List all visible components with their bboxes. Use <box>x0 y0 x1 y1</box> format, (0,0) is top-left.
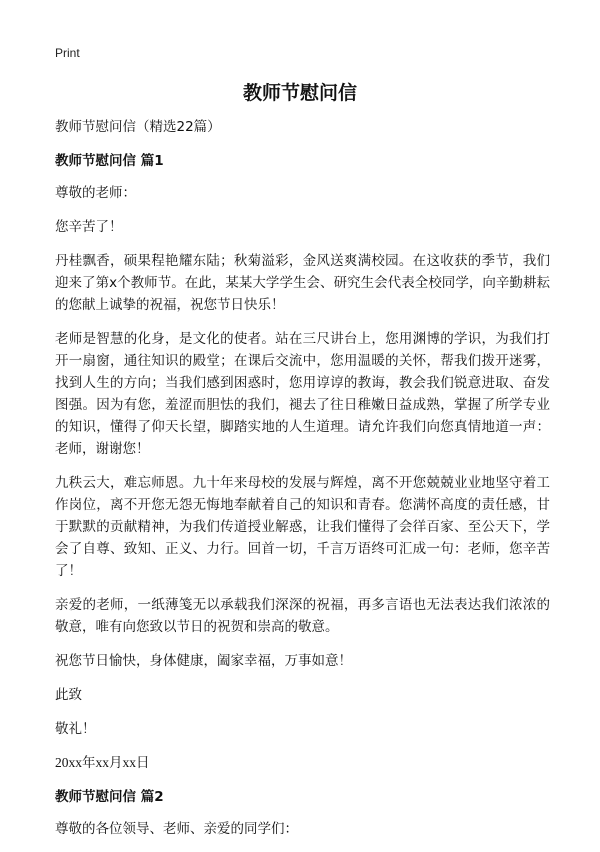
letter-paragraph: 老师是智慧的化身，是文化的使者。站在三尺讲台上，您用渊博的学识，为我们打开一扇窗，通往知识的殿堂；在课后交流中，您用温暖的关怀，帮我们拨开迷雾，找到人生的方向；当我们感到困惑时，您用谆谆的教诲，教会我们锐意进取、奋发图强。因为有您，羞涩而胆怯的我们，褪去了往日稚嫩日益成熟，掌握了所学专业的知识，懂得了仰天长望，脚踏实地的人生道理。请允许我们向您真情地道一声：老师，谢谢您！ <box>55 331 550 457</box>
document-title: 教师节慰问信 <box>242 82 357 104</box>
letter-paragraph: 九秩云大，难忘师恩。九十年来母校的发展与辉煌，离不开您兢兢业业地坚守着工作岗位，离不开您无怨无悔地奉献着自己的知识和青春。您满怀高度的责任感，甘于默默的贡献精神，为我们传道授业解惑，让我们懂得了会徉百家、至公天下，学会了自尊、致知、正义、力行。回首一切，千言万语终可汇成一句：老师，您辛苦了！ <box>55 475 550 579</box>
letter-closing: 此致 <box>55 687 82 703</box>
letter-salutation: 敬礼！ <box>55 721 96 737</box>
letter-date: 20xx年xx月xx日 <box>55 755 150 770</box>
letter-greeting: 尊敬的老师： <box>55 185 136 201</box>
letter-paragraph: 丹桂飘香，硕果程艳耀东陆；秋菊溢彩，金风送爽满校园。在这收获的季节，我们迎来了第x个教师节。在此，某某大学学生会、研究生会代表全校同学，向辛勤耕耘的您献上诚挚的祝福，祝您节日快乐！ <box>55 253 550 313</box>
letter-paragraph: 您辛苦了！ <box>55 219 123 235</box>
section-heading-1: 教师节慰问信 篇1 <box>55 153 164 169</box>
section-heading-2: 教师节慰问信 篇2 <box>55 789 164 805</box>
document-subtitle: 教师节慰问信（精选22篇） <box>55 119 221 135</box>
letter-greeting: 尊敬的各位领导、老师、亲爱的同学们： <box>55 821 298 837</box>
print-link[interactable]: Print <box>55 46 80 60</box>
letter-paragraph: 亲爱的老师，一纸薄笺无以承载我们深深的祝福，再多言语也无法表达我们浓浓的敬意，唯有向您致以节日的祝贺和崇高的敬意。 <box>55 597 550 635</box>
letter-paragraph: 祝您节日愉快，身体健康，阖家幸福，万事如意！ <box>55 653 352 669</box>
document-body <box>55 116 550 852</box>
